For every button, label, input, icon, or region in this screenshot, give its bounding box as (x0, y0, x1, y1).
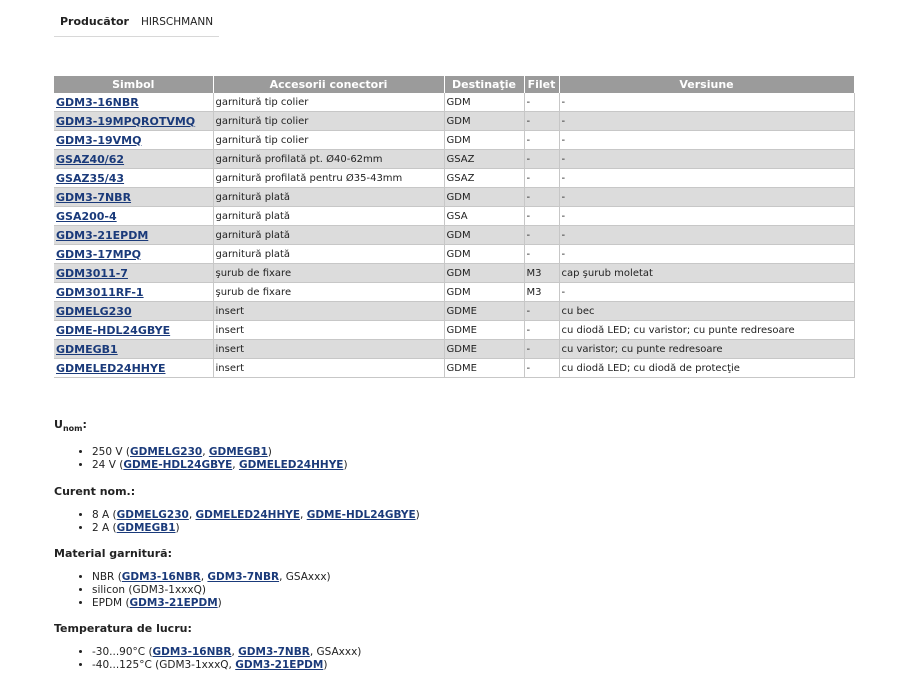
product-link[interactable]: GDM3-16NBR (121, 571, 201, 584)
spec-temperatura (54, 622, 854, 672)
destination-cell: GDM (444, 226, 524, 245)
product-link[interactable]: GDMELED24HHYE (195, 509, 301, 522)
product-link[interactable]: GDME-HDL24GBYE (123, 459, 233, 472)
version-cell: cu diodă LED; cu varistor; cu punte redresoare (559, 321, 854, 340)
destination-cell: GDM (444, 93, 524, 112)
destination-cell: GDME (444, 340, 524, 359)
product-link[interactable]: GDM3-19VMQ (56, 133, 142, 147)
spec-item: • 8 A (GDMELG230, GDMELED24HHYE, GDME-HDL24GBYE) (92, 509, 854, 522)
accessory-cell: garnitură plată (213, 207, 444, 226)
destination-cell: GSAZ (444, 169, 524, 188)
column-header-accesorii[interactable]: Accesorii conectori (213, 76, 444, 93)
producer-info (54, 10, 219, 37)
column-header-filet[interactable]: Filet (524, 76, 559, 93)
version-cell: - (559, 226, 854, 245)
table-row (54, 131, 854, 150)
spec-item: • -40...125°C (GDM3-1xxxQ, GDM3-21EPDM) (92, 659, 854, 672)
version-cell: - (559, 150, 854, 169)
product-link[interactable]: GSA200-4 (56, 209, 117, 223)
version-cell: - (559, 131, 854, 150)
spec-item: • silicon (GDM3-1xxxQ) (92, 584, 854, 597)
accessory-cell: insert (213, 321, 444, 340)
product-link[interactable]: GDM3-16NBR (56, 95, 139, 109)
thread-cell: - (524, 131, 559, 150)
table-row (54, 150, 854, 169)
accessories-table (54, 76, 855, 378)
thread-cell: - (524, 169, 559, 188)
spec-item: • NBR (GDM3-16NBR, GDM3-7NBR, GSAxxx) (92, 571, 854, 584)
version-cell: - (559, 112, 854, 131)
spec-title: $U_{nom}$: (54, 418, 87, 434)
destination-cell: GDME (444, 302, 524, 321)
accessory-cell: garnitură tip colier (213, 112, 444, 131)
accessory-cell: insert (213, 340, 444, 359)
version-cell: - (559, 188, 854, 207)
table-row (54, 321, 854, 340)
product-link[interactable]: GDMEGB1 (56, 342, 118, 356)
table-header-row (54, 76, 854, 93)
product-link[interactable]: GDM3-21EPDM (56, 228, 149, 242)
product-link[interactable]: GDM3-7NBR (56, 190, 132, 204)
column-header-destinatie[interactable]: Destinaţie (444, 76, 524, 93)
destination-cell: GDME (444, 321, 524, 340)
table-row (54, 207, 854, 226)
accessory-cell: garnitură plată (213, 245, 444, 264)
table-row (54, 188, 854, 207)
thread-cell: - (524, 188, 559, 207)
version-cell: - (559, 93, 854, 112)
column-header-versiune[interactable]: Versiune (559, 76, 854, 93)
thread-cell: M3 (524, 283, 559, 302)
product-link[interactable]: GDMELG230 (56, 304, 132, 318)
version-cell: - (559, 245, 854, 264)
spec-title: Material garnitură: (54, 547, 172, 561)
spec-material (54, 547, 854, 610)
product-link[interactable]: GDM3-21EPDM (235, 659, 324, 672)
column-header-simbol[interactable]: Simbol (54, 76, 213, 93)
accessory-cell: garnitură tip colier (213, 93, 444, 112)
spec-title: Curent nom.: (54, 485, 136, 499)
specifications (54, 418, 854, 672)
destination-cell: GDM (444, 131, 524, 150)
version-cell: - (559, 283, 854, 302)
destination-cell: GDM (444, 112, 524, 131)
accessory-cell: şurub de fixare (213, 283, 444, 302)
accessory-cell: garnitură plată (213, 188, 444, 207)
accessory-cell: garnitură tip colier (213, 131, 444, 150)
product-link[interactable]: GDMELED24HHYE (56, 361, 166, 375)
destination-cell: GDM (444, 283, 524, 302)
product-link[interactable]: GSAZ40/62 (56, 152, 125, 166)
version-cell: cu bec (559, 302, 854, 321)
version-cell: - (559, 207, 854, 226)
product-link[interactable]: GDME-HDL24GBYE (306, 509, 416, 522)
product-link[interactable]: GDM3-19MPQROTVMQ (56, 114, 196, 128)
product-link[interactable]: GDMEGB1 (116, 522, 176, 535)
spec-item: • 250 V (GDMELG230, GDMEGB1) (92, 446, 854, 459)
table-row (54, 112, 854, 131)
thread-cell: - (524, 359, 559, 378)
product-link[interactable]: GDM3011-7 (56, 266, 128, 280)
product-link[interactable]: GDM3-21EPDM (129, 597, 218, 610)
spec-item: • 2 A (GDMEGB1) (92, 522, 854, 535)
spec-title: Temperatura de lucru: (54, 622, 192, 636)
thread-cell: - (524, 321, 559, 340)
spec-item: • EPDM (GDM3-21EPDM) (92, 597, 854, 610)
accessory-cell: garnitură plată (213, 226, 444, 245)
destination-cell: GSAZ (444, 150, 524, 169)
version-cell: cu diodă LED; cu diodă de protecţie (559, 359, 854, 378)
version-cell: - (559, 169, 854, 188)
producer-value: HIRSCHMANN (135, 10, 219, 37)
destination-cell: GDM (444, 264, 524, 283)
producer-label: Producător (54, 10, 135, 37)
table-row (54, 169, 854, 188)
product-link[interactable]: GDM3-7NBR (207, 571, 280, 584)
thread-cell: - (524, 207, 559, 226)
table-row (54, 245, 854, 264)
accessory-cell: insert (213, 302, 444, 321)
product-link[interactable]: GDME-HDL24GBYE (56, 323, 171, 337)
product-link[interactable]: GDMELED24HHYE (238, 459, 344, 472)
thread-cell: - (524, 245, 559, 264)
thread-cell: - (524, 150, 559, 169)
spec-unom (54, 418, 854, 472)
table-row (54, 283, 854, 302)
accessory-cell: insert (213, 359, 444, 378)
product-link[interactable]: GDM3-17MPQ (56, 247, 141, 261)
table-row (54, 340, 854, 359)
table-row (54, 302, 854, 321)
table-row (54, 93, 854, 112)
table-row (54, 359, 854, 378)
table-row (54, 226, 854, 245)
thread-cell: - (524, 93, 559, 112)
product-link[interactable]: GSAZ35/43 (56, 171, 125, 185)
product-link[interactable]: GDM3-16NBR (152, 646, 232, 659)
thread-cell: M3 (524, 264, 559, 283)
destination-cell: GDM (444, 245, 524, 264)
spec-item: • 24 V (GDME-HDL24GBYE, GDMELED24HHYE) (92, 459, 854, 472)
thread-cell: - (524, 302, 559, 321)
thread-cell: - (524, 112, 559, 131)
version-cell: cu varistor; cu punte redresoare (559, 340, 854, 359)
thread-cell: - (524, 226, 559, 245)
thread-cell: - (524, 340, 559, 359)
table-row (54, 264, 854, 283)
spec-item: • -30...90°C (GDM3-16NBR, GDM3-7NBR, GSAxxx) (92, 646, 854, 659)
destination-cell: GDME (444, 359, 524, 378)
destination-cell: GDM (444, 188, 524, 207)
product-link[interactable]: GDMELG230 (116, 509, 189, 522)
product-link[interactable]: GDM3011RF-1 (56, 285, 144, 299)
product-link[interactable]: GDMELG230 (130, 446, 203, 459)
product-link[interactable]: GDMEGB1 (208, 446, 268, 459)
product-link[interactable]: GDM3-7NBR (238, 646, 310, 659)
version-cell: cap şurub moletat (559, 264, 854, 283)
accessory-cell: şurub de fixare (213, 264, 444, 283)
spec-curent (54, 485, 854, 535)
destination-cell: GSA (444, 207, 524, 226)
accessory-cell: garnitură profilată pt. Ø40-62mm (213, 150, 444, 169)
accessory-cell: garnitură profilată pentru Ø35-43mm (213, 169, 444, 188)
